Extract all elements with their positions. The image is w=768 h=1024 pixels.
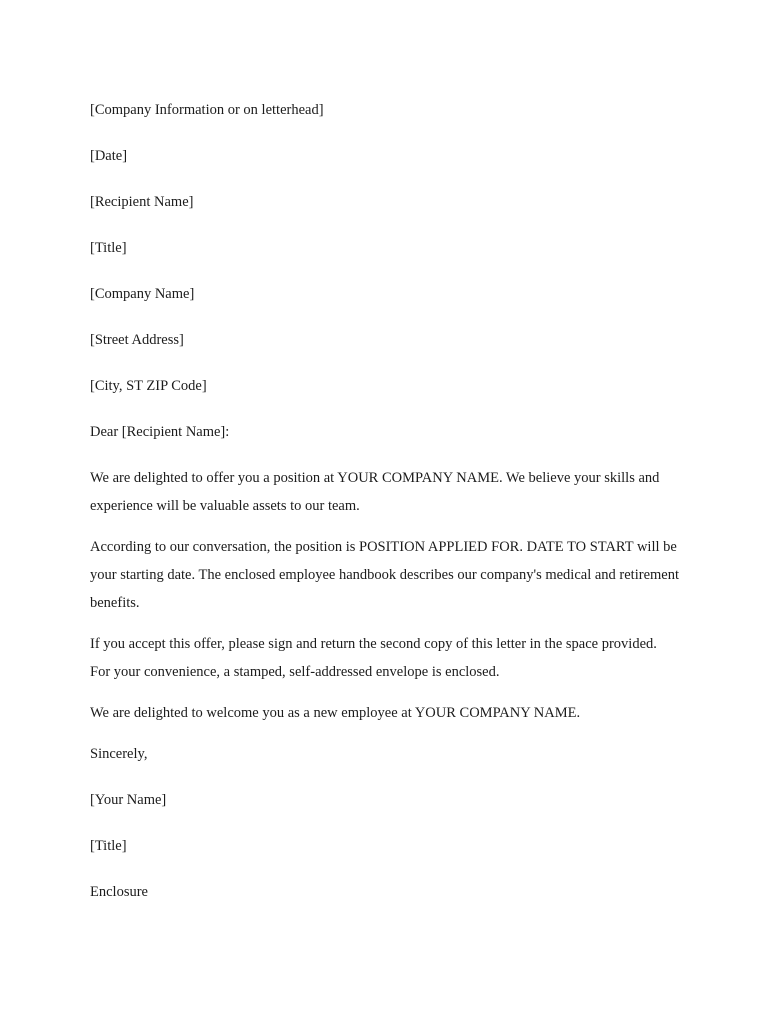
letter-date: [Date]	[90, 148, 128, 164]
paragraph-offer: We are delighted to offer you a position at YOUR COMPANY NAME. We believe your skills and experience will be valuable assets to our team.	[90, 470, 660, 514]
company-info: [Company Information or on letterhead]	[90, 102, 324, 118]
sender-title: [Title]	[90, 838, 127, 854]
recipient-name: [Recipient Name]	[90, 194, 194, 210]
recipient-title: [Title]	[90, 240, 127, 256]
street-address: [Street Address]	[90, 332, 184, 348]
offer-letter	[90, 101, 680, 929]
closing: Sincerely,	[90, 746, 148, 762]
recipient-company-name: [Company Name]	[90, 286, 195, 302]
salutation: Dear [Recipient Name]:	[90, 424, 230, 440]
enclosure-note: Enclosure	[90, 884, 148, 900]
sender-name: [Your Name]	[90, 792, 167, 808]
city-state-zip: [City, ST ZIP Code]	[90, 378, 207, 394]
paragraph-welcome: We are delighted to welcome you as a new employee at YOUR COMPANY NAME.	[90, 705, 581, 721]
paragraph-acceptance: If you accept this offer, please sign and return the second copy of this letter in the space provided. For your convenience, a stamped, self-addressed envelope is enclosed.	[90, 636, 657, 680]
paragraph-position: According to our conversation, the position is POSITION APPLIED FOR. DATE TO START will be your starting date. The enclosed employee handbook describes our company's medical and retirement benefits.	[90, 539, 679, 611]
